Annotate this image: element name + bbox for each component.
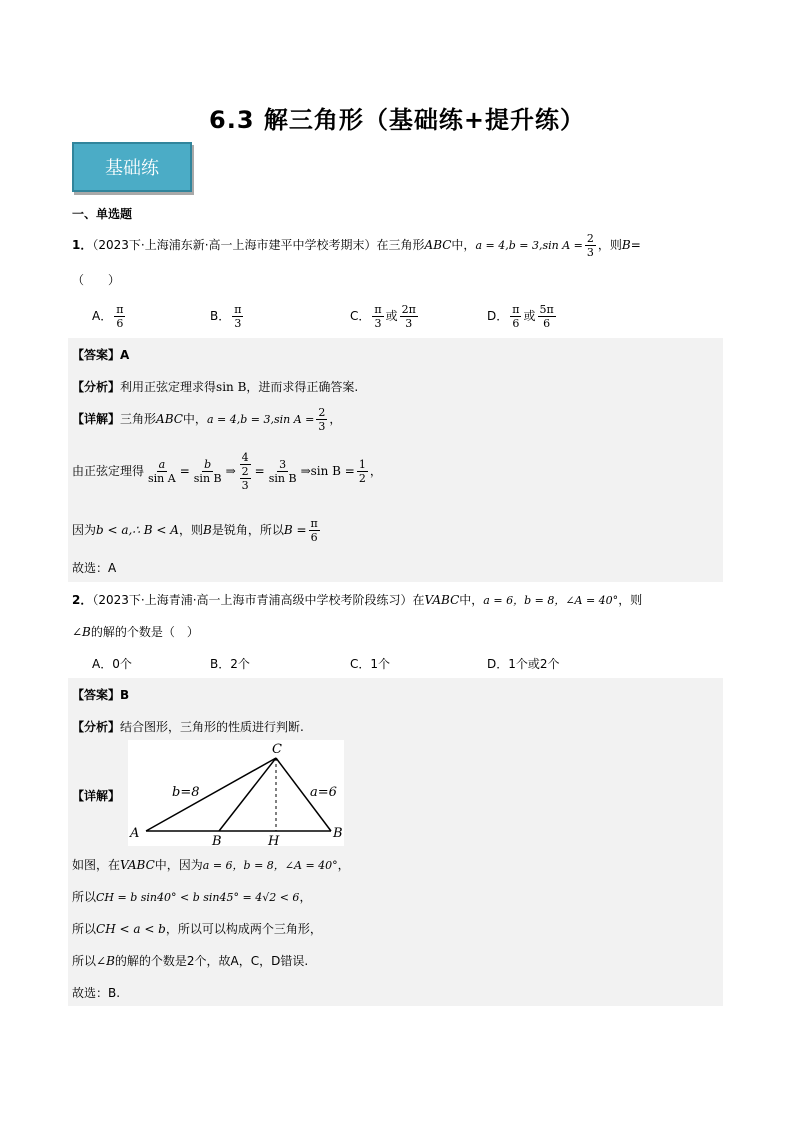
label: 【答案】 <box>72 348 121 362</box>
text: 中， <box>182 412 207 426</box>
text: ，所以可以构成两个三角形， <box>165 922 322 936</box>
fraction-denominator: 2 <box>358 472 366 485</box>
fraction-denominator: 3 <box>586 246 594 259</box>
text: 所以 <box>72 890 97 904</box>
text: ， <box>369 464 382 478</box>
option-b: B．2个 <box>210 657 250 671</box>
detail-2-line1 <box>72 856 350 873</box>
option-a <box>92 303 127 330</box>
math-text: a = 6，b = 8，∠A = 40° <box>483 594 619 607</box>
option-b <box>210 303 245 330</box>
fraction-denominator: 6 <box>512 317 520 330</box>
fraction-numerator: 2 <box>241 465 249 478</box>
text: 或 <box>385 309 398 323</box>
text: 中， <box>451 238 476 252</box>
question-1-stem <box>72 232 641 259</box>
text: ，进而求得正确答案. <box>246 380 359 394</box>
fraction-numerator: 2 <box>318 406 326 419</box>
label-b8: b=8 <box>172 785 200 800</box>
label-a6: a=6 <box>310 785 337 800</box>
fraction-denominator <box>238 465 253 492</box>
fraction-denominator: 3 <box>374 317 382 330</box>
fraction-denominator: 3 <box>405 317 413 330</box>
option-c <box>350 303 420 330</box>
text: 利用正弦定理求得 <box>120 380 217 394</box>
fraction-denominator: 3 <box>318 420 326 433</box>
fraction-numerator: π <box>234 303 242 316</box>
fraction-numerator: π <box>512 303 520 316</box>
question-number: 1． <box>72 238 93 252</box>
math-text: ABC <box>424 238 452 252</box>
math-text: ∠B <box>72 625 91 639</box>
fraction <box>146 458 178 485</box>
fraction-numerator: π <box>374 303 382 316</box>
fraction-denominator: sin A <box>148 472 176 485</box>
fraction-numerator: b <box>204 458 212 471</box>
because-line <box>72 517 322 544</box>
fraction-numerator: a <box>158 458 166 471</box>
math-text: CH = b sin40° < b sin45° = 4√2 < 6 <box>96 891 300 904</box>
section-tag: 基础练 <box>72 142 192 192</box>
label-b2: B <box>333 826 343 841</box>
triangle-figure <box>128 740 344 846</box>
question-2-line2 <box>72 623 199 640</box>
fraction-denominator: sin B <box>268 472 297 485</box>
math-text: B <box>202 523 212 537</box>
page-title: 6.3 解三角形（基础练+提升练） <box>209 106 585 134</box>
fraction <box>357 458 368 485</box>
text: 所以 <box>72 922 97 936</box>
math-text: a = 6，b = 8，∠A = 40° <box>202 859 338 872</box>
text: ，则 <box>618 593 643 607</box>
question-source: （2023下·上海青浦·高一上海市青浦高级中学校考阶段练习）在 <box>92 593 425 607</box>
math-text: a = 4,b = 3,sin A = <box>206 413 315 426</box>
text: 中，因为 <box>154 858 203 872</box>
detail-2-line3 <box>72 920 322 937</box>
question-source: （2023下·上海浦东新·高一上海市建平中学校考期末）在三角形 <box>92 238 425 252</box>
math-text: sin B <box>216 380 247 394</box>
label-b1: B <box>212 834 222 846</box>
detail-2-line4 <box>72 952 308 969</box>
detail-1 <box>72 406 341 433</box>
detail-2-label: 【详解】 <box>72 789 121 803</box>
analysis-1 <box>72 378 358 395</box>
fraction <box>372 303 383 330</box>
fraction <box>114 303 125 330</box>
math-text: ∠B <box>96 954 115 968</box>
analysis-2 <box>72 718 304 735</box>
fraction <box>585 232 596 259</box>
text: ，则 <box>597 238 622 252</box>
fraction <box>309 517 320 544</box>
label: 【分析】 <box>72 380 121 394</box>
fraction <box>510 303 521 330</box>
text: ， <box>337 858 350 872</box>
nested-fraction <box>238 451 253 492</box>
math-text: B = <box>283 523 307 537</box>
label: 【答案】 <box>72 688 121 702</box>
choice-2: 故选：B. <box>72 986 121 1000</box>
fraction-numerator: 2 <box>586 232 594 245</box>
fraction-numerator: 2π <box>401 303 416 316</box>
text: 结合图形，三角形的性质进行判断. <box>120 720 304 734</box>
option-label: B． <box>210 309 231 323</box>
text: 三角形 <box>120 412 157 426</box>
question-1-paren: （ ） <box>72 273 121 287</box>
fraction <box>232 303 243 330</box>
text: 由正弦定理得 <box>72 464 145 478</box>
fraction <box>316 406 327 433</box>
math-text: VABC <box>424 593 460 607</box>
text: 中， <box>459 593 484 607</box>
math-text: CH < a < b <box>96 922 166 936</box>
option-label: D． <box>487 309 509 323</box>
fraction-numerator: 1 <box>358 458 366 471</box>
text: ，则 <box>178 523 203 537</box>
text: 因为 <box>72 523 97 537</box>
option-label: A． <box>92 309 113 323</box>
text: 或 <box>523 309 536 323</box>
option-a: A．0个 <box>92 657 132 671</box>
text: 如图，在 <box>72 858 121 872</box>
label-a: A <box>130 826 140 841</box>
option-d: D．1个或2个 <box>487 657 560 671</box>
sine-law-line: 由正弦定理得 $\frac{a}{\text{sin A}}$ = $\frac{b}{\text{sin B}}$ ⇒ $\frac{4}{\frac{2}{3}}$ = $\frac{3}{\text{sin B}}$ ⇒sin B = $\frac{1}{2}$ ， <box>72 451 382 492</box>
text: 所以 <box>72 954 97 968</box>
answer-value: A <box>120 348 130 362</box>
fraction-denominator: 3 <box>241 479 249 492</box>
fraction-denominator: sin B <box>193 472 222 485</box>
text: 的解的个数是2个，故A，C，D错误. <box>114 954 309 968</box>
fraction <box>400 303 418 330</box>
fraction-numerator: π <box>116 303 124 316</box>
text: ， <box>299 890 312 904</box>
text: = <box>630 238 641 252</box>
math-text: VABC <box>120 858 155 872</box>
math-text: b < a,∴ B < A <box>96 523 179 537</box>
label: 【详解】 <box>72 412 121 426</box>
label-c: C <box>272 742 282 757</box>
fraction <box>192 458 224 485</box>
answer-2 <box>72 686 129 703</box>
fraction-denominator: 3 <box>234 317 242 330</box>
fraction-numerator: 3 <box>279 458 287 471</box>
text: ， <box>329 412 342 426</box>
detail-2-line2 <box>72 888 311 905</box>
fraction <box>267 458 299 485</box>
math-text: a = 4,b = 3,sin A = <box>475 239 583 252</box>
option-c: C．1个 <box>350 657 391 671</box>
section-heading: 一、单选题 <box>72 207 133 221</box>
fraction-numerator: π <box>310 517 318 530</box>
fraction <box>538 303 556 330</box>
fraction-denominator: 6 <box>116 317 124 330</box>
fraction-denominator: 6 <box>543 317 551 330</box>
math-text: sin B = <box>310 464 355 478</box>
answer-1 <box>72 346 129 363</box>
label-h: H <box>268 834 280 846</box>
choice-1: 故选：A <box>72 561 117 575</box>
text: 是锐角，所以 <box>211 523 284 537</box>
question-2-stem <box>72 591 642 608</box>
answer-value: B <box>120 688 130 702</box>
fraction-numerator: 5π <box>539 303 554 316</box>
math-text: ABC <box>156 412 183 426</box>
math-text: B <box>621 238 631 252</box>
option-label: C． <box>350 309 371 323</box>
label: 【分析】 <box>72 720 121 734</box>
fraction-denominator: 6 <box>310 531 318 544</box>
question-number: 2． <box>72 593 93 607</box>
option-d <box>487 303 558 330</box>
text: 的解的个数是（ ） <box>90 625 199 639</box>
fraction-numerator: 4 <box>241 451 249 464</box>
